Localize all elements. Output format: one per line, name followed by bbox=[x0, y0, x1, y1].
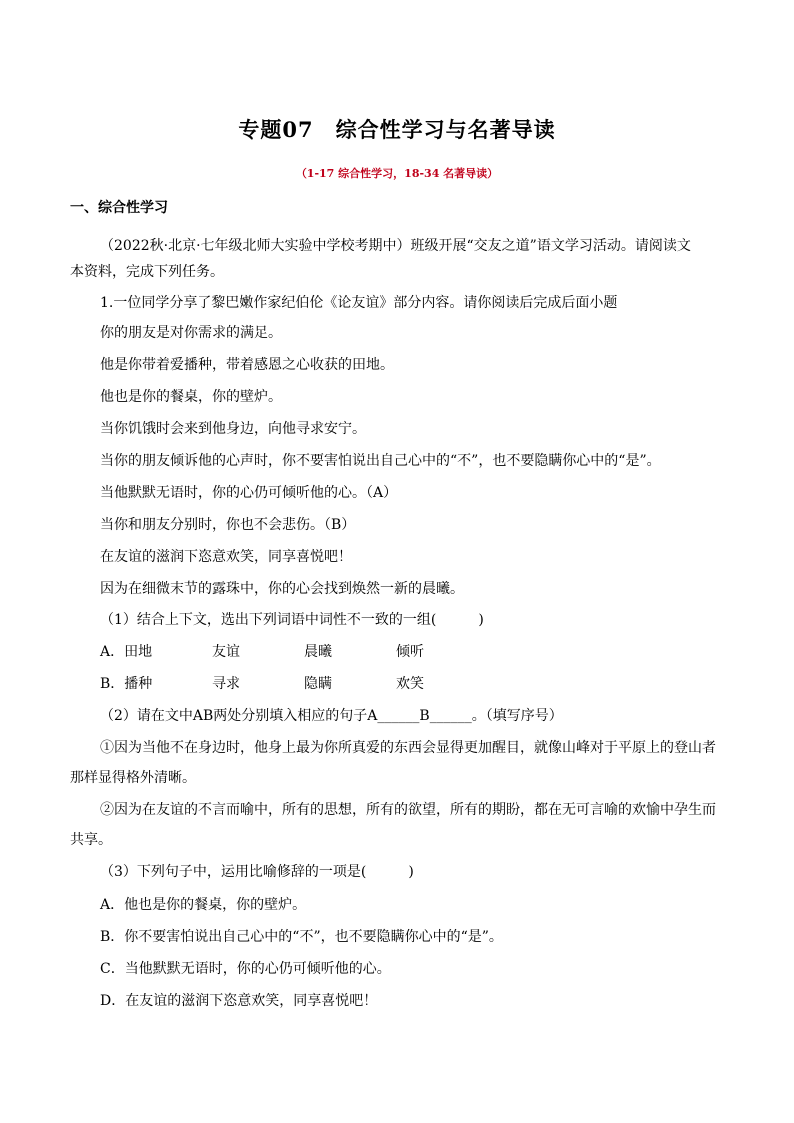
poem-line: 在友谊的滋润下恣意欢笑，同享喜悦吧！ bbox=[100, 549, 352, 565]
question-1-1: （1）结合上下文，选出下列词语中词性不一致的一组( ) bbox=[100, 612, 484, 628]
option-a-word: 友谊 bbox=[212, 644, 240, 660]
intro-text-continued: 本资料，完成下列任务。 bbox=[70, 264, 224, 280]
option-a-word: 倾听 bbox=[396, 644, 424, 660]
poem-line: 你的朋友是对你需求的满足。 bbox=[100, 325, 282, 341]
option-a-word: 晨曦 bbox=[304, 644, 332, 660]
poem-line: 当你饥饿时会来到他身边，向他寻求安宁。 bbox=[100, 421, 366, 437]
poem-line: 当你和朋友分别时，你也不会悲伤。（B） bbox=[100, 517, 356, 533]
option-d: D．在友谊的滋润下恣意欢笑，同享喜悦吧！ bbox=[100, 993, 378, 1009]
option-c: C．当他默默无语时，你的心仍可倾听他的心。 bbox=[100, 961, 391, 977]
option-b-word: 寻求 bbox=[212, 676, 240, 692]
sentence-1: ①因为当他不在身边时，他身上最为你所真爱的东西会显得更加醒目，就像山峰对于平原上的登山者 bbox=[100, 740, 716, 756]
poem-line: 当你的朋友倾诉他的心声时，你不要害怕说出自己心中的“不”，也不要隐瞒你心中的“是”。 bbox=[100, 453, 661, 469]
option-b-label: B．播种 bbox=[100, 676, 153, 692]
poem-line: 他是你带着爱播种，带着感恩之心收获的田地。 bbox=[100, 357, 394, 373]
question-1-2: （2）请在文中AB两处分别填入相应的句子A______B______。（填写序号） bbox=[100, 708, 563, 724]
page-title: 专题07 综合性学习与名著导读 bbox=[238, 117, 556, 142]
option-a-label: A．田地 bbox=[100, 644, 153, 660]
option-b-word: 欢笑 bbox=[396, 676, 424, 692]
question-1-stem: 1.一位同学分享了黎巴嫩作家纪伯伦《论友谊》部分内容。请你阅读后完成后面小题 bbox=[100, 295, 618, 311]
section-heading: 一、综合性学习 bbox=[70, 200, 168, 216]
poem-line: 当他默默无语时，你的心仍可倾听他的心。（A） bbox=[100, 485, 398, 501]
intro-text: （2022秋·北京·七年级北师大实验中学校考期中）班级开展“交友之道”语文学习活动。请阅读文 bbox=[100, 238, 691, 254]
option-b-word: 隐瞒 bbox=[304, 676, 332, 692]
sentence-2: ②因为在友谊的不言而喻中，所有的思想，所有的欲望，所有的期盼，都在无可言喻的欢愉中孕生而 bbox=[100, 802, 716, 818]
poem-line: 因为在细微末节的露珠中，你的心会找到焕然一新的晨曦。 bbox=[100, 581, 464, 597]
option-b: B．你不要害怕说出自己心中的“不”，也不要隐瞒你心中的“是”。 bbox=[100, 929, 503, 945]
option-a: A．他也是你的餐桌，你的壁炉。 bbox=[100, 897, 307, 913]
page-subtitle: （1-17 综合性学习，18-34 名著导读） bbox=[295, 167, 499, 180]
sentence-1-continued: 那样显得格外清晰。 bbox=[70, 770, 196, 786]
question-1-3: （3）下列句子中，运用比喻修辞的一项是( ) bbox=[100, 864, 414, 880]
poem-line: 他也是你的餐桌，你的壁炉。 bbox=[100, 389, 282, 405]
sentence-2-continued: 共享。 bbox=[70, 832, 112, 848]
